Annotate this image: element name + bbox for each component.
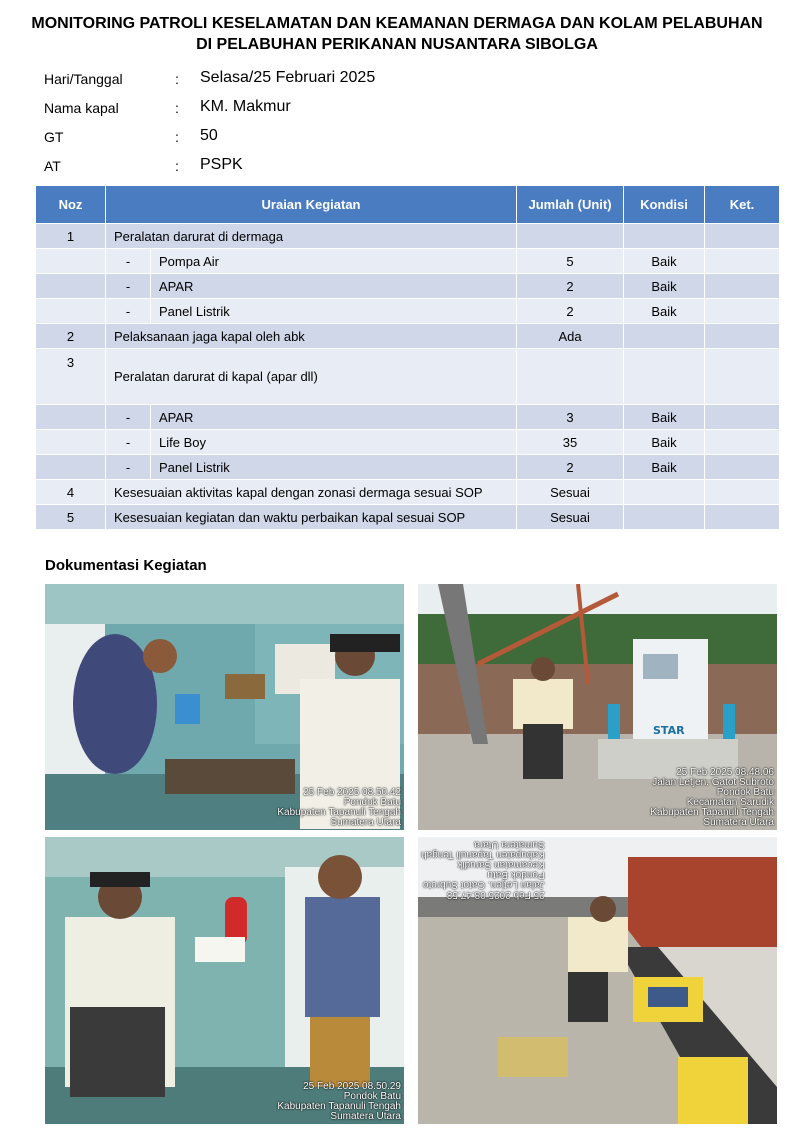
row-text: Life Boy <box>151 430 516 454</box>
row-text: Kesesuaian aktivitas kapal dengan zonasi dermaga sesuai SOP <box>106 480 516 504</box>
photo-dock-pump <box>418 584 777 830</box>
table-row <box>36 349 779 404</box>
header-ket: Ket. <box>705 186 779 223</box>
header-no: Noz <box>36 186 105 223</box>
row-qty: 2 <box>517 274 623 298</box>
header-uraian: Uraian Kegiatan <box>106 186 516 223</box>
row-text: APAR <box>151 274 516 298</box>
row-qty: Ada <box>517 324 623 348</box>
table-row <box>36 405 779 429</box>
stamp-line: Kabupaten Tapanuli Tengah <box>650 807 774 818</box>
header-kondisi: Kondisi <box>624 186 704 223</box>
row-no: 4 <box>36 480 105 504</box>
row-text: Kesesuaian kegiatan dan waktu perbaikan kapal sesuai SOP <box>106 505 516 529</box>
stamp-line: Sumatera Utara <box>703 817 774 828</box>
row-dash: - <box>106 405 150 429</box>
photo-ship-cabin <box>45 837 404 1124</box>
row-text: APAR <box>151 405 516 429</box>
table-row <box>36 455 779 479</box>
table-row <box>36 224 779 248</box>
photo-timestamp <box>277 1082 401 1122</box>
row-text: Peralatan darurat di dermaga <box>106 224 516 248</box>
table-row <box>36 299 779 323</box>
title-line-2: DI PELABUHAN PERIKANAN NUSANTARA SIBOLGA <box>196 36 598 53</box>
row-no: 3 <box>36 349 105 404</box>
day-label: Hari/Tanggal <box>44 71 123 87</box>
stamp-line: Kabupaten Tapanuli Tengah <box>421 849 545 860</box>
row-cond: Baik <box>624 405 704 429</box>
at-label: AT <box>44 158 61 174</box>
stamp-line: 25 Feb 2025 08.50.42 <box>303 787 401 798</box>
stamp-line: Pondok Batu <box>487 869 545 880</box>
ship-label: Nama kapal <box>44 100 119 116</box>
stamp-line: Sumatera Utara <box>330 1111 401 1122</box>
stamp-line: Pondok Batu <box>343 797 401 808</box>
photo-timestamp <box>650 768 774 828</box>
stamp-line: 25 Feb 2025 08.50.29 <box>303 1081 401 1092</box>
stamp-line: Kabupaten Tapanuli Tengah <box>277 807 401 818</box>
colon: : <box>175 71 179 87</box>
table-row <box>36 274 779 298</box>
at-value: PSPK <box>200 156 243 173</box>
row-cond: Baik <box>624 430 704 454</box>
row-dash: - <box>106 455 150 479</box>
table-row <box>36 430 779 454</box>
row-qty: 5 <box>517 249 623 273</box>
photo-timestamp <box>277 788 401 828</box>
colon: : <box>175 129 179 145</box>
activity-table <box>35 185 780 530</box>
stamp-line: Jalan Letjen. Gatot Subroto <box>652 777 774 788</box>
stamp-line: Jalan Letjen. Gatot Subroto <box>422 879 545 890</box>
section-title: Dokumentasi Kegiatan <box>45 557 207 574</box>
photo-engine-room-panel <box>45 584 404 830</box>
photo-timestamp-mirrored <box>421 839 545 899</box>
photo-dock-edge <box>418 837 777 1124</box>
row-text: Peralatan darurat di kapal (apar dll) <box>106 349 516 404</box>
row-dash: - <box>106 249 150 273</box>
row-no: 1 <box>36 224 105 248</box>
colon: : <box>175 100 179 116</box>
stamp-line: Pondok Batu <box>716 787 774 798</box>
header-jumlah: Jumlah (Unit) <box>517 186 623 223</box>
stamp-line: Pondok Batu <box>343 1091 401 1102</box>
row-no: 5 <box>36 505 105 529</box>
document-title <box>0 13 794 55</box>
gt-value: 50 <box>200 127 218 144</box>
row-cond: Baik <box>624 299 704 323</box>
title-line-1: MONITORING PATROLI KESELAMATAN DAN KEAMANAN DERMAGA DAN KOLAM PELABUHAN <box>31 15 763 32</box>
star-sign: STAR <box>653 724 685 737</box>
row-cond: Baik <box>624 274 704 298</box>
row-dash: - <box>106 299 150 323</box>
ship-value: KM. Makmur <box>200 98 291 115</box>
stamp-line: Kecamatan Sarudik <box>457 859 545 870</box>
table-row <box>36 505 779 529</box>
table-header-row <box>36 186 779 223</box>
row-no: 2 <box>36 324 105 348</box>
stamp-line: Sumatera Utara <box>330 817 401 828</box>
row-qty: Sesuai <box>517 480 623 504</box>
row-qty: 2 <box>517 299 623 323</box>
row-qty: 35 <box>517 430 623 454</box>
row-dash: - <box>106 430 150 454</box>
row-text: Panel Listrik <box>151 455 516 479</box>
stamp-line: Kabupaten Tapanuli Tengah <box>277 1101 401 1112</box>
row-text: Panel Listrik <box>151 299 516 323</box>
table-row <box>36 480 779 504</box>
row-cond: Baik <box>624 455 704 479</box>
row-cond: Baik <box>624 249 704 273</box>
table-row <box>36 324 779 348</box>
row-dash: - <box>106 274 150 298</box>
day-value: Selasa/25 Februari 2025 <box>200 69 376 86</box>
table-row <box>36 249 779 273</box>
row-qty: Sesuai <box>517 505 623 529</box>
colon: : <box>175 158 179 174</box>
gt-label: GT <box>44 129 64 145</box>
row-text: Pompa Air <box>151 249 516 273</box>
stamp-line: 25 Feb 2025 08.47.53 <box>446 889 545 900</box>
stamp-line: 25 Feb 2025 08.48.06 <box>676 767 774 778</box>
row-qty: 2 <box>517 455 623 479</box>
stamp-line: Sumatera Utara <box>474 839 545 850</box>
row-text: Pelaksanaan jaga kapal oleh abk <box>106 324 516 348</box>
stamp-line: Kecamatan Sarudik <box>686 797 774 808</box>
row-qty: 3 <box>517 405 623 429</box>
